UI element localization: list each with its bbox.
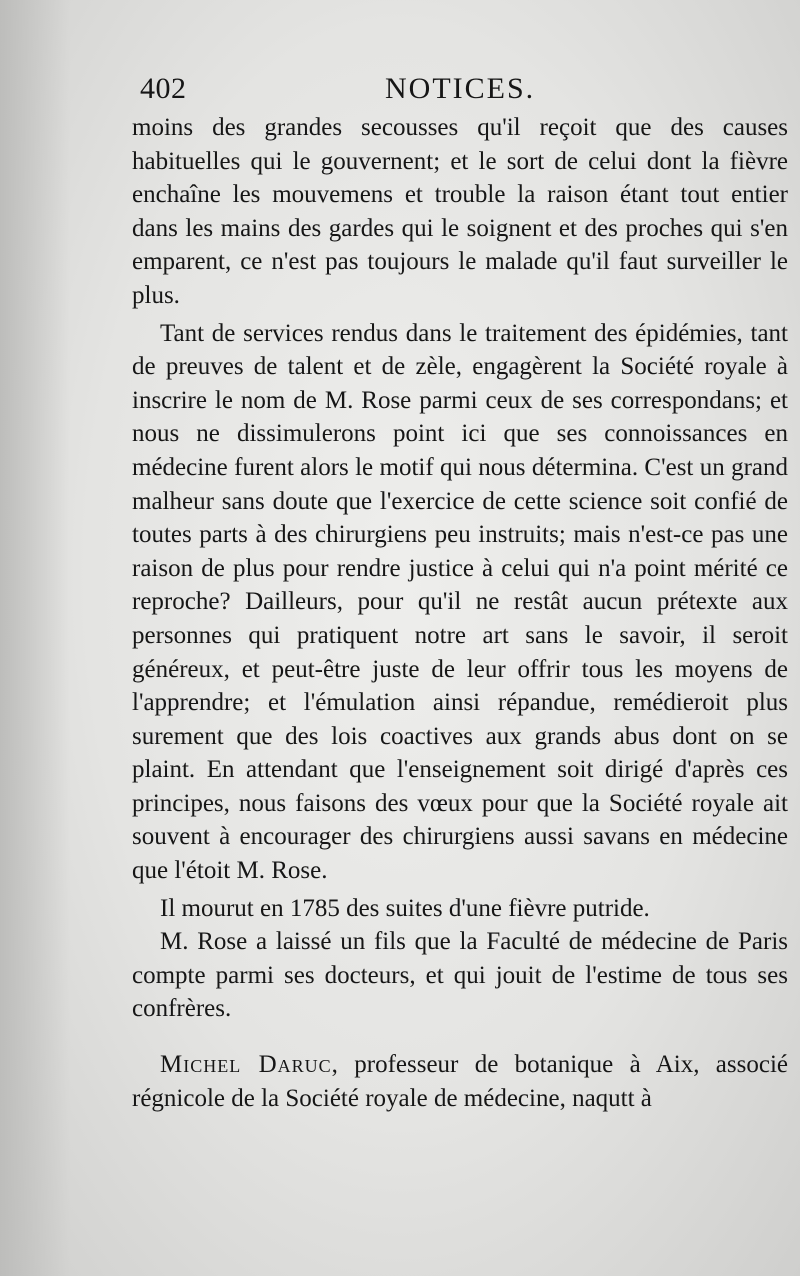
paragraph-services: Tant de services rendus dans le traitement des épidémies, tant de preuves de talent et de zèle, engagèrent la Société royale à inscrire le nom de M. Rose parmi ceux de ses correspondans; et nous ne dissimulerons point ici que ses connoissances en médecine furent alors le motif qui nous détermina. C'est un grand malheur sans doute que l'exercice de cette science soit confié de toutes parts à des chirurgiens peu instruits; mais n'est-ce pas une raison de plus pour rendre justice à celui qui n'a point mérité ce reproche? Dailleurs, pour qu'il ne restât aucun prétexte aux personnes qui pratiquent notre art sans le savoir, il seroit généreux, et peut-être juste de leur offrir tous les moyens de l'apprendre; et l'émulation ainsi répandue, remédieroit plus surement que des lois coactives aux grands abus dont on se plaint. En attendant que l'enseignement soit dirigé d'après ces principes, nous faisons des vœux pour que la Société royale ait souvent à encourager des chirurgiens aussi savans en médecine que l'étoit M. Rose. <box>132 319 788 885</box>
paragraph-son: M. Rose a laissé un fils que la Faculté de médecine de Paris compte parmi ses docteurs, et qui jouit de l'estime de tous ses confrères. <box>132 928 788 1023</box>
gutter-shadow <box>0 0 70 1276</box>
person-name: Michel Daruc <box>160 1051 332 1079</box>
paragraph-continuation: moins des grandes secousses qu'il reçoit que des causes habituelles qui le gouvernent; et le sort de celui dont la fièvre enchaîne les mouvemens et trouble la raison étant tout entier dans les mains des gardes qui le soignent et des proches qui s'en emparent, ce n'est pas toujours le malade qu'il faut surveiller le plus. <box>132 114 788 309</box>
page-header <box>140 70 700 110</box>
paragraph-daruc-text: , professeur de botanique à Aix, associé régnicole de la Société royale de médecine, naqutt à <box>132 1051 788 1112</box>
paragraph-death: Il mourut en 1785 des suites d'une fièvre putride. <box>160 894 650 922</box>
page-number: 402 <box>140 72 187 105</box>
paragraph-daruc <box>132 1048 788 1115</box>
running-title: NOTICES. <box>385 72 536 105</box>
body-text <box>132 111 788 1115</box>
